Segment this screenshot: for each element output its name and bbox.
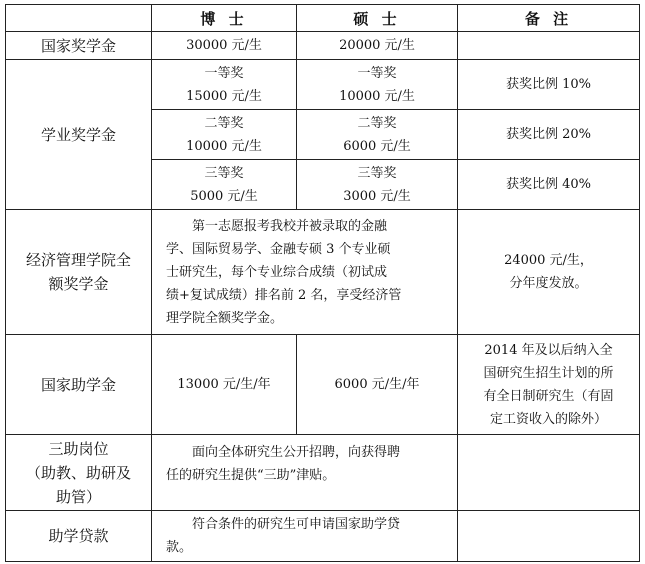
label-line: 额奖学金 <box>48 275 109 293</box>
label-line: （助教、助研及 <box>25 463 131 482</box>
national-grant-phd: 13000 元/生/年 <box>152 335 297 435</box>
full-scholarship-row <box>6 210 640 335</box>
student-loan-label: 助学贷款 <box>6 511 152 562</box>
national-scholarship-phd: 30000 元/生 <box>152 32 297 60</box>
note-line: 分年度发放。 <box>509 276 588 291</box>
tier-amount: 6000 元/生 <box>343 138 411 154</box>
header-empty <box>6 5 152 32</box>
tier-level: 三等奖 <box>204 165 244 181</box>
description-line: 第一志愿报考我校并被录取的金融 <box>192 218 388 234</box>
note-line: 有全日制研究生（有固 <box>483 388 614 404</box>
description-line: 学、国际贸易学、金融专硕 3 个专业硕 <box>166 241 391 257</box>
academic-tier-row <box>6 60 640 110</box>
description-line: 理学院全额奖学金。 <box>166 310 284 326</box>
national-grant-master: 6000 元/生/年 <box>297 335 458 435</box>
label-line: 助管） <box>55 487 101 506</box>
note-line: 定工资收入的除外） <box>489 411 607 427</box>
student-loan-note <box>458 511 640 562</box>
academic-scholarship-label: 学业奖学金 <box>6 60 152 210</box>
academic-tier-note: 获奖比例 40% <box>458 160 640 210</box>
academic-tier-phd <box>152 60 297 110</box>
tier-level: 二等奖 <box>357 115 397 131</box>
description-line: 符合条件的研究生可申请国家助学贷 <box>192 517 401 532</box>
national-scholarship-row <box>6 32 640 60</box>
academic-tier-note: 获奖比例 10% <box>458 60 640 110</box>
three-assistant-label <box>6 435 152 511</box>
tier-amount: 3000 元/生 <box>343 188 411 204</box>
academic-tier-master <box>297 110 458 160</box>
academic-tier-note: 获奖比例 20% <box>458 110 640 160</box>
full-scholarship-description <box>152 210 458 335</box>
tier-amount: 10000 元/生 <box>186 138 262 154</box>
national-grant-row <box>6 335 640 435</box>
note-line: 24000 元/生， <box>504 253 593 268</box>
tier-amount: 15000 元/生 <box>186 88 262 104</box>
three-assistant-row <box>6 435 640 511</box>
tier-amount: 5000 元/生 <box>190 188 258 204</box>
three-assistant-description <box>152 435 458 511</box>
national-scholarship-note <box>458 32 640 60</box>
scholarship-table <box>5 4 640 562</box>
academic-tier-phd <box>152 110 297 160</box>
label-line: 经济管理学院全 <box>25 251 131 269</box>
three-assistant-note <box>458 435 640 511</box>
academic-tier-master <box>297 60 458 110</box>
label-line: 三助岗位 <box>48 439 109 458</box>
tier-amount: 10000 元/生 <box>339 88 415 104</box>
header-row <box>6 5 640 32</box>
tier-level: 一等奖 <box>204 65 244 81</box>
full-scholarship-label <box>6 210 152 335</box>
note-line: 2014 年及以后纳入全 <box>484 342 613 358</box>
national-grant-note <box>458 335 640 435</box>
academic-tier-phd <box>152 160 297 210</box>
note-line: 国研究生招生计划的所 <box>483 365 614 381</box>
description-line: 绩+复试成绩）排名前 2 名，享受经济管 <box>166 287 402 303</box>
header-phd: 博 士 <box>152 5 297 32</box>
tier-level: 一等奖 <box>357 65 397 81</box>
full-scholarship-note <box>458 210 640 335</box>
description-line: 士研究生，每个专业综合成绩（初试成 <box>166 264 388 280</box>
header-master: 硕 士 <box>297 5 458 32</box>
description-line: 面向全体研究生公开招聘，向获得聘 <box>192 445 401 460</box>
tier-level: 二等奖 <box>204 115 244 131</box>
student-loan-description <box>152 511 458 562</box>
national-scholarship-master: 20000 元/生 <box>297 32 458 60</box>
description-line: 任的研究生提供“三助”津贴。 <box>166 468 336 483</box>
tier-level: 三等奖 <box>357 165 397 181</box>
national-scholarship-label: 国家奖学金 <box>6 32 152 60</box>
national-grant-label: 国家助学金 <box>6 335 152 435</box>
student-loan-row <box>6 511 640 562</box>
description-line: 款。 <box>166 540 193 555</box>
header-note: 备 注 <box>458 5 640 32</box>
academic-tier-master <box>297 160 458 210</box>
